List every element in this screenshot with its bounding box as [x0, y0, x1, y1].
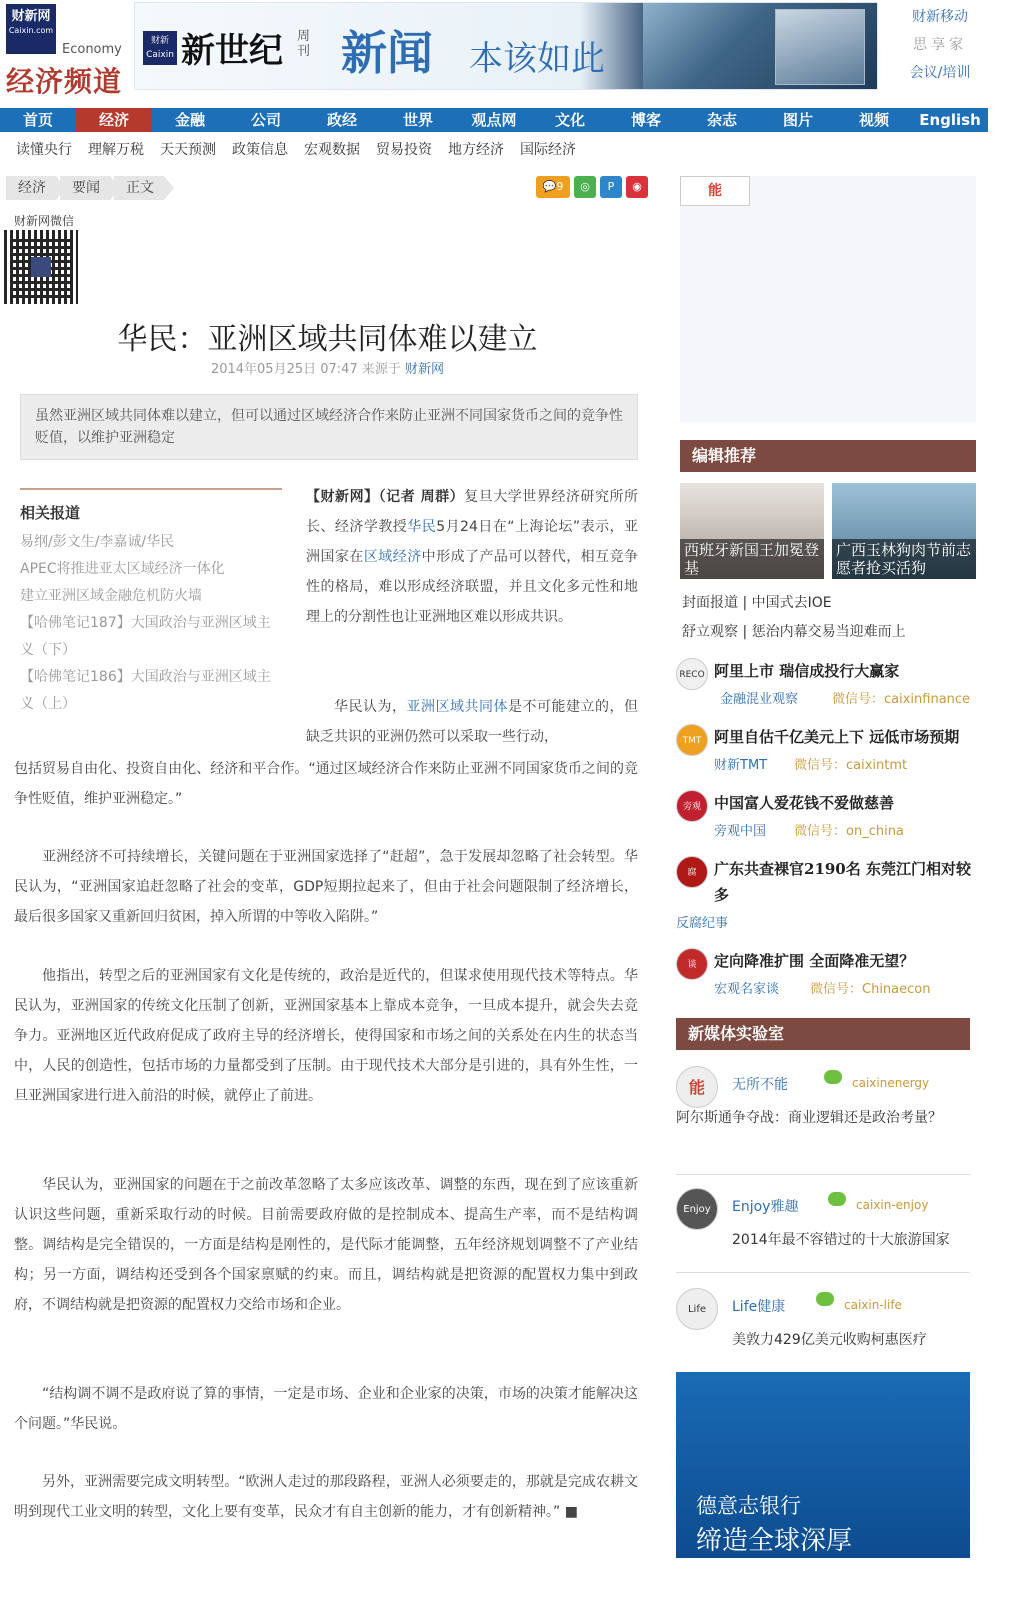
- top-link-mobile[interactable]: 财新移动: [912, 9, 968, 25]
- nav-item-companies[interactable]: 公司: [250, 111, 281, 129]
- banner-name: 新世纪: [181, 31, 283, 71]
- comment-count: 9: [556, 180, 564, 193]
- ad-line-2: 缔造全球深厚: [696, 1526, 853, 1556]
- subnav-item-trade[interactable]: 贸易投资: [376, 142, 432, 158]
- article-paragraph: [306, 482, 638, 632]
- source-label: 来源于: [361, 362, 401, 377]
- breadcrumb-economy[interactable]: 经济: [6, 176, 56, 200]
- text: 另外，亚洲需要完成文明转型。“欧洲人走过的那段路程，亚洲人必须要走的，那就是完成农耕文明到现代工业文明的转型，文化上要有变革，民众才有自主创新的能力，才有创新精神。”: [14, 1474, 638, 1520]
- nav-item-english[interactable]: English: [919, 111, 981, 129]
- breadcrumb-news[interactable]: 要闻: [60, 176, 110, 200]
- article-date: 2014年05月25日 07:47: [210, 362, 358, 377]
- share-bar: [536, 176, 652, 198]
- wechat-id: caixinenergy: [852, 1076, 930, 1090]
- blog-name[interactable]: 金融混业观察: [720, 692, 799, 707]
- wechat-id: 微信号：caixintmt: [794, 758, 908, 773]
- sidebar-link-cover-story[interactable]: 封面报道 | 中国式去IOE: [682, 595, 832, 611]
- ad-line-1: 德意志银行: [696, 1494, 801, 1518]
- editor-picks-heading: 编辑推荐: [680, 440, 976, 472]
- nav-item-video[interactable]: 视频: [858, 111, 889, 129]
- logo-english: Economy: [62, 42, 122, 57]
- nav-item-finance[interactable]: 金融: [174, 111, 205, 129]
- related-item[interactable]: 【哈佛笔记186】大国政治与亚洲区域主义（上）: [20, 669, 271, 712]
- blog-avatar-icon: 谈: [676, 948, 708, 980]
- main-nav: [0, 108, 988, 132]
- nav-item-economy[interactable]: 经济: [76, 108, 152, 132]
- subnav-item-macro-data[interactable]: 宏观数据: [304, 142, 360, 158]
- blog-avatar-icon: 腐: [676, 856, 708, 888]
- blog-name[interactable]: 宏观名家谈: [714, 982, 780, 997]
- article-paragraph: [306, 692, 638, 752]
- article-meta: [0, 358, 655, 377]
- new-media-heading: 新媒体实验室: [676, 1018, 970, 1050]
- subnav-item-policy[interactable]: 政策信息: [232, 142, 288, 158]
- banner-news: 新闻: [341, 26, 433, 80]
- article-lead: 【财新网】（记者 周群）: [306, 489, 465, 505]
- related-item[interactable]: APEC将推进亚太区域经济一体化: [20, 561, 225, 577]
- logo-mark: 财新网 Caixin.com: [6, 4, 56, 54]
- breadcrumb-current: 正文: [114, 176, 164, 200]
- sub-nav: [0, 138, 700, 162]
- divider: [676, 1174, 970, 1175]
- nav-item-politics[interactable]: 政经: [326, 111, 357, 129]
- wechat-id: caixin-life: [844, 1298, 902, 1312]
- deutsche-bank-ad[interactable]: [676, 1372, 970, 1558]
- text: 是不可能建立的，但缺乏共识的亚洲仍然可以采取一些行动，: [306, 699, 638, 745]
- blog-avatar-icon: 旁观: [676, 790, 708, 822]
- article-paragraph: 亚洲经济不可持续增长，关键问题在于亚洲国家选择了“赶超”，急于发展却忽略了社会转型。华民认为，“亚洲国家追赶忽略了社会的变革，GDP短期拉起来了，但由于社会问题限制了经济增长，最后很多国家又重新回归贫困，掉入所谓的中等收入陷阱。”: [14, 849, 638, 925]
- nav-item-photos[interactable]: 图片: [782, 111, 813, 129]
- banner-mark: 财新 Caixin: [143, 31, 177, 65]
- new-media-name: Enjoy雅趣: [732, 1199, 799, 1215]
- topic-link-asia-community[interactable]: 亚洲区域共同体: [406, 699, 508, 715]
- new-media-desc: 美敦力429亿美元收购柯惠医疗: [732, 1332, 927, 1348]
- article-summary: 虽然亚洲区域共同体难以建立，但可以通过区域经济合作来防止亚洲不同国家货币之间的竞争性贬值，以维护亚洲稳定: [20, 394, 638, 460]
- related-item[interactable]: 【哈佛笔记187】大国政治与亚洲区域主义（下）: [20, 615, 271, 658]
- wechat-icon: [816, 1292, 834, 1306]
- comment-icon[interactable]: 💬9: [536, 176, 570, 198]
- blog-avatar-icon: TMT: [676, 724, 708, 756]
- weibo-share-icon[interactable]: ◉: [626, 176, 648, 198]
- photo-caption: 广西玉林狗肉节前志愿者抢买活狗: [832, 539, 976, 579]
- divider: [676, 1272, 970, 1273]
- end-mark: ■: [564, 1504, 578, 1520]
- blog-name[interactable]: 旁观中国: [714, 824, 767, 839]
- nav-item-opinion[interactable]: 观点网: [471, 111, 517, 129]
- related-heading: 相关报道: [20, 504, 81, 522]
- blog-name[interactable]: 反腐纪事: [676, 916, 729, 931]
- wechat-qr-code: [4, 230, 78, 304]
- text: 5月24日在“上海论坛”表示，亚洲国家在: [306, 519, 638, 565]
- subnav-item-forecast[interactable]: 天天预测: [160, 142, 216, 158]
- person-link-huamin[interactable]: 华民: [407, 519, 437, 535]
- article-paragraph: 他指出，转型之后的亚洲国家有文化是传统的，政治是近代的，但谋求使用现代技术等特点。华民认为，亚洲国家的传统文化压制了创新，亚洲国家基本上靠成本竞争，一旦成本提升，就会失去竞争力。亚洲地区近代政府促成了政府主导的经济增长，使得国家和市场之间的关系处在内生的状态当中，人民的创造性，包括市场的力量都受到了压制。由于现代技术大部分是引进的，具有外生性，一旦亚洲国家进行进入前沿的时候，就停止了前进。: [14, 968, 638, 1104]
- subnav-item-local[interactable]: 地方经济: [448, 142, 504, 158]
- text: 中形成了产品可以替代，相互竞争性的格局，难以形成经济联盟，并且文化多元性和地理上的分割性也让亚洲地区难以形成共识。: [306, 549, 639, 625]
- related-item[interactable]: 易纲/彭文生/李嘉诚/华民: [20, 534, 175, 550]
- new-media-desc: 阿尔斯通争夺战：商业逻辑还是政治考量？: [676, 1110, 942, 1126]
- ad-logo: 能: [680, 176, 750, 206]
- nav-item-world[interactable]: 世界: [402, 111, 433, 129]
- text: 复旦大学世界经济研究所所长、经济学教授: [306, 489, 639, 535]
- text: 华民认为，: [334, 699, 407, 715]
- wechat-icon: [828, 1192, 846, 1206]
- new-media-name: Life健康: [732, 1299, 786, 1315]
- new-media-desc: 2014年最不容错过的十大旅游国家: [732, 1232, 950, 1248]
- wechat-id: 微信号：Chinaecon: [810, 982, 931, 997]
- blog-avatar-icon: RECO: [676, 658, 708, 690]
- wechat-id: caixin-enjoy: [856, 1198, 929, 1212]
- enjoy-avatar-icon: Enjoy: [676, 1188, 718, 1230]
- blog-name[interactable]: 财新TMT: [714, 758, 768, 773]
- qr-label: 财新网微信: [14, 214, 75, 228]
- sidebar-item-title: 广东共查裸官2190名 东莞江门相对较多: [714, 860, 971, 904]
- sidebar-item-title: 定向降准扩围 全面降准无望？: [714, 952, 915, 970]
- related-reports: [20, 488, 282, 718]
- wechat-id: 微信号：on_china: [794, 824, 904, 839]
- nav-item-magazine[interactable]: 杂志: [706, 111, 737, 129]
- nav-item-culture[interactable]: 文化: [554, 111, 585, 129]
- banner-cover-image: [643, 3, 878, 90]
- top-link-thinkers[interactable]: 思享家: [913, 37, 967, 53]
- article-paragraph: [14, 1467, 638, 1527]
- pinterest-share-icon[interactable]: P: [600, 176, 622, 198]
- banner-ad[interactable]: [134, 2, 878, 90]
- editor-pick-photo-spain[interactable]: [680, 483, 824, 579]
- article-paragraph: “结构调不调不是政府说了算的事情，一定是市场、企业和企业家的决策，市场的决策才能解决这个问题。”华民说。: [14, 1386, 638, 1432]
- top-links: [892, 6, 988, 90]
- breadcrumb: [6, 176, 168, 200]
- sidebar-ad[interactable]: [680, 176, 976, 422]
- channel-title: 经济频道: [6, 65, 123, 98]
- wechat-id: 微信号：caixinfinance: [832, 692, 971, 707]
- sidebar-item-title: 中国富人爱花钱不爱做慈善: [714, 794, 895, 812]
- sidebar-item-title: 阿里自估千亿美元上下 远低市场预期: [714, 728, 960, 746]
- new-media-name: 无所不能: [732, 1077, 788, 1093]
- wechat-icon: [824, 1070, 842, 1084]
- nav-item-home[interactable]: 首页: [22, 111, 53, 129]
- sidebar-item-title: 阿里上市 瑞信成投行大赢家: [714, 662, 900, 680]
- subnav-item-tax[interactable]: 理解万税: [88, 142, 144, 158]
- photo-caption: 西班牙新国王加冕登基: [680, 539, 824, 579]
- banner-week: 周刊: [297, 29, 311, 59]
- sidebar-link-commentary[interactable]: 舒立观察 | 惩治内幕交易当迎难而上: [682, 624, 906, 640]
- life-avatar-icon: Life: [676, 1288, 718, 1330]
- article-title: 华民：亚洲区域共同体难以建立: [117, 322, 538, 357]
- top-link-conference[interactable]: 会议/培训: [909, 65, 971, 81]
- article-paragraph: 华民认为，亚洲国家的问题在于之前改革忽略了太多应该改革、调整的东西，现在到了应该重新认识这些问题，重新采取行动的时候。目前需要政府做的是控制成本、提高生产率，而不是结构调整。调结构是完全错误的，一方面是结构是刚性的，是代际才能调整，五年经济规划调整不了产业结构；另一方面，调结构还受到各个国家禀赋的约束。而且，调结构就是把资源的配置权力集中到政府，不调结构就是把资源的配置权力交给市场和企业。: [14, 1177, 638, 1313]
- article-paragraph: 包括贸易自由化、投资自由化、经济和平合作。“通过区域经济合作来防止亚洲不同国家货币之间的竞争性贬值，维护亚洲稳定。”: [14, 761, 638, 807]
- wechat-share-icon[interactable]: ◎: [574, 176, 596, 198]
- topic-link-regional-economy[interactable]: 区域经济: [363, 549, 422, 565]
- subnav-item-central-bank[interactable]: 读懂央行: [16, 142, 72, 158]
- caixin-logo[interactable]: [6, 4, 126, 96]
- banner-slogan: 本该如此: [469, 39, 605, 79]
- article-source-link[interactable]: 财新网: [405, 362, 445, 377]
- nav-item-blog[interactable]: 博客: [630, 111, 661, 129]
- subnav-item-international[interactable]: 国际经济: [520, 142, 576, 158]
- related-item[interactable]: 建立亚洲区域金融危机防火墙: [20, 588, 202, 604]
- energy-avatar-icon: 能: [676, 1066, 718, 1108]
- editor-pick-photo-yulin[interactable]: [832, 483, 976, 579]
